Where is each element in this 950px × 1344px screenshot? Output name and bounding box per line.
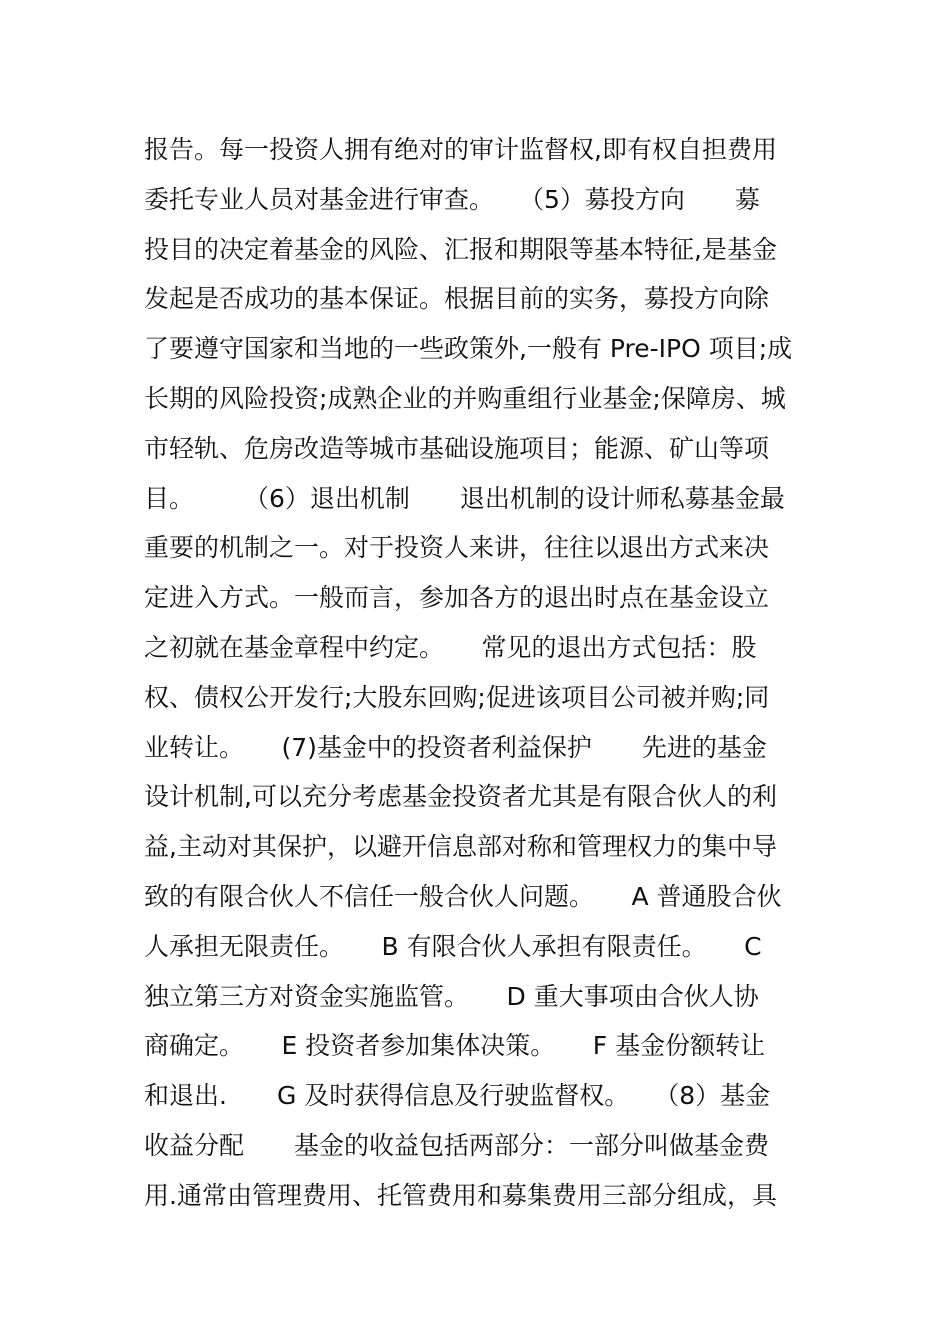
text-line: 收益分配 基金的收益包括两部分：一部分叫做基金费: [144, 1130, 770, 1160]
text-line: 长期的风险投资;成熟企业的并购重组行业基金;保障房、城: [144, 383, 786, 413]
text-line: 市轻轨、危房改造等城市基础设施项目；能源、矿山等项: [144, 433, 770, 463]
text-line: 重要的机制之一。对于投资人来讲，往往以退出方式来决: [144, 533, 770, 563]
text-line: 报告。每一投资人拥有绝对的审计监督权,即有权自担费用: [144, 135, 777, 164]
text-line: 目。 （6）退出机制 退出机制的设计师私募基金最: [144, 483, 785, 513]
text-line: 权、债权公开发行;大股东回购;促进该项目公司被并购;同: [144, 682, 770, 712]
text-line: 之初就在基金章程中约定。 常见的退出方式包括：股: [144, 632, 757, 662]
text-line: 定进入方式。一般而言，参加各方的退出时点在基金设立: [144, 583, 770, 613]
text-line: 投目的决定着基金的风险、汇报和期限等基本特征,是基金: [144, 234, 777, 264]
text-line: 独立第三方对资金实施监管。 D 重大事项由合伙人协: [144, 981, 759, 1011]
text-line: 用.通常由管理费用、托管费用和募集费用三部分组成，具: [144, 1180, 777, 1210]
text-line: 发起是否成功的基本保证。根据目前的实务，募投方向除: [144, 284, 770, 314]
text-line: 商确定。 E 投资者参加集体决策。 F 基金份额转让: [144, 1031, 766, 1061]
text-line: 业转让。 (7)基金中的投资者利益保护 先进的基金: [144, 732, 767, 762]
text-line: 人承担无限责任。 B 有限合伙人承担有限责任。 C: [144, 931, 762, 961]
text-line: 委托专业人员对基金进行审查。 （5）募投方向 募: [144, 184, 760, 214]
body-text: [144, 125, 824, 1221]
text-line: 设计机制,可以充分考虑基金投资者尤其是有限合伙人的利: [144, 782, 777, 812]
text-line: 和退出. G 及时获得信息及行驶监督权。 （8）基金: [144, 1081, 771, 1111]
text-line: 益,主动对其保护，以避开信息部对称和管理权力的集中导: [144, 832, 777, 862]
text-line: 了要遵守国家和当地的一些政策外,一般有 Pre-IPO 项目;成: [144, 334, 793, 364]
text-line: 致的有限合伙人不信任一般合伙人问题。 A 普通股合伙: [144, 881, 782, 911]
